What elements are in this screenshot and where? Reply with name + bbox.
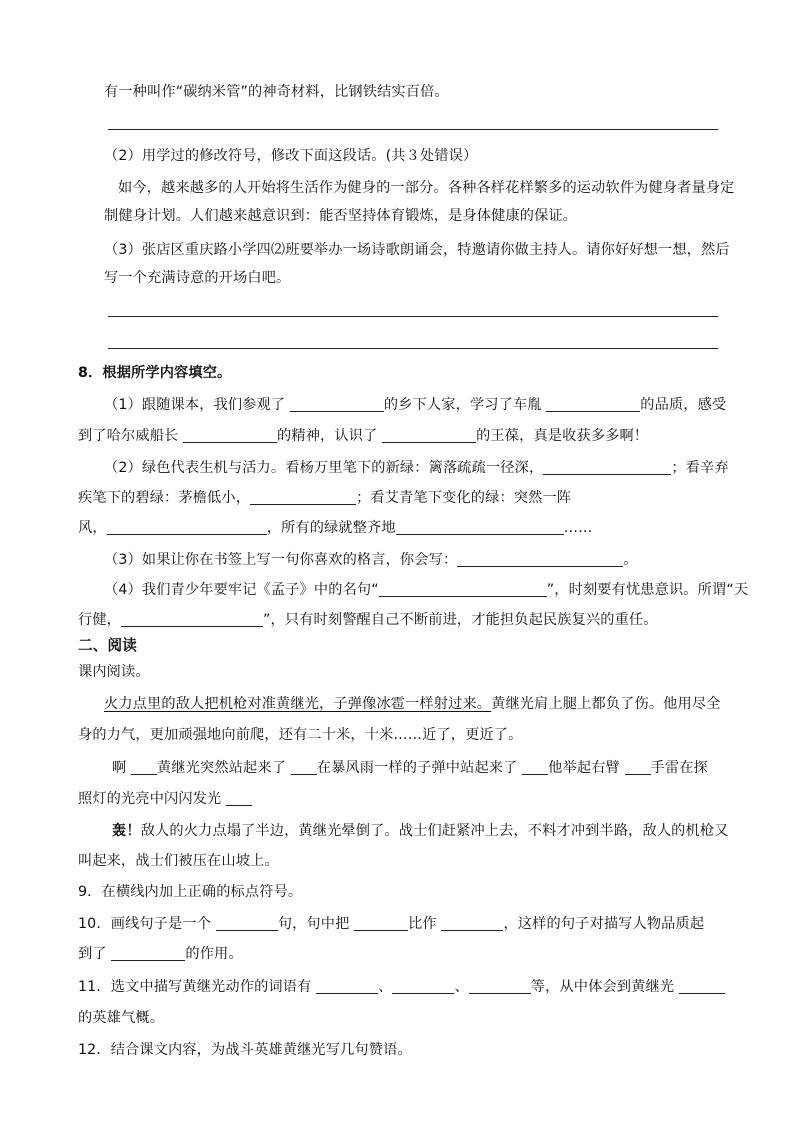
answer-line[interactable] (108, 316, 718, 317)
text: 、 (454, 979, 469, 995)
question-11-line-1 (78, 977, 725, 997)
punct-blank[interactable] (625, 759, 651, 775)
text: 轰！ (112, 823, 141, 839)
fill-blank[interactable] (121, 611, 263, 627)
text: 。 (623, 552, 638, 568)
text: 敌人的火力点塌了半边，黄继光晕倒了。战士们赶紧冲上去，不料才冲到半路，敌人的机枪又 (140, 823, 729, 839)
text: 比作 (408, 916, 437, 932)
text: ，所有的绿就整齐地 (266, 520, 396, 536)
q7-sub3-line-2: 写一个充满诗意的开场白吧。 (104, 270, 291, 286)
question-10-line-1 (78, 914, 704, 934)
reading-p2-line-1 (112, 758, 708, 778)
question-11-line-2: 的英雄气概。 (78, 1010, 165, 1026)
punct-blank[interactable] (522, 759, 548, 775)
fill-blank[interactable] (469, 978, 531, 994)
text: 句，句中把 (277, 916, 350, 932)
text: 等，从中体会到黄继光 (530, 979, 675, 995)
text: 到了哈尔威船长 (78, 428, 179, 444)
fill-blank[interactable] (111, 945, 185, 961)
text: （1）跟随课本，我们参观了 (104, 397, 286, 413)
q8-s4-line-1 (104, 580, 748, 600)
text: 到了 (78, 946, 107, 962)
reading-subtitle: 课内阅读。 (78, 664, 150, 680)
q7-passage-line-2: 制健身计划。人们越来越意识到：能否坚持体育锻炼，是身体健康的保证。 (104, 208, 578, 224)
text: ；看辛弃 (671, 460, 729, 476)
q8-s1-line-2 (78, 426, 648, 446)
text: 的王葆，真是收获多多啊！ (476, 428, 649, 444)
q7-passage-line-1: 如今，越来越多的人开始将生活作为健身的一部分。各种各样花样繁多的运动软件为健身者量身定 (118, 180, 735, 196)
text: 在暴风雨一样的子弹中站起来了 (316, 760, 518, 776)
text: 10．画线句子是一个 (78, 916, 212, 932)
reading-p3-line-2: 叫起来，战士们被压在山坡上。 (78, 853, 279, 869)
question-9: 9．在横线内加上正确的标点符号。 (78, 884, 303, 900)
q8-s2-line-2 (78, 488, 571, 508)
fill-blank[interactable] (183, 427, 277, 443)
text: ”，只有时刻警醒自己不断前进，才能担负起民族复兴的重任。 (263, 612, 658, 628)
answer-line[interactable] (108, 348, 718, 349)
fill-blank[interactable] (679, 978, 725, 994)
text: 的乡下人家，学习了车胤 (383, 397, 542, 413)
question-12: 12．结合课文内容，为战斗英雄黄继光写几句赞语。 (78, 1042, 412, 1058)
text: 手雷在探 (650, 760, 708, 776)
fill-blank[interactable] (441, 915, 503, 931)
text: 的作用。 (185, 946, 243, 962)
fill-blank[interactable] (382, 427, 476, 443)
text: （2）绿色代表生机与活力。看杨万里笔下的新绿：篱落疏疏一径深， (104, 460, 544, 476)
fill-blank[interactable] (457, 551, 623, 567)
section-title-reading: 二、阅读 (78, 637, 137, 654)
fill-blank[interactable] (316, 978, 378, 994)
reading-p2-line-2 (78, 789, 252, 809)
fill-blank[interactable] (379, 581, 547, 597)
text: 的精神，认识了 (277, 428, 378, 444)
text: 啊 (112, 760, 127, 776)
text: 、 (378, 979, 393, 995)
q7-sub3-line-1: （3）张店区重庆路小学四⑵班要举办一场诗歌朗诵会，特邀请你做主持人。请你好好想一想，然后 (104, 242, 730, 258)
text: 黄继光突然站起来了 (157, 760, 287, 776)
q8-s2-line-1 (104, 458, 729, 478)
fill-blank[interactable] (107, 519, 267, 535)
reading-p3-line-1 (112, 821, 729, 841)
q8-s3 (104, 550, 638, 570)
fill-blank[interactable] (354, 915, 408, 931)
punct-blank[interactable] (291, 759, 317, 775)
text: （4）我们青少年要牢记《孟子》中的名句“ (104, 582, 379, 598)
text: ，这样的句子对描写人物品质起 (503, 916, 705, 932)
q8-title: 8．根据所学内容填空。 (78, 365, 232, 381)
q8-s4-line-2 (78, 610, 658, 630)
text: 风， (78, 520, 107, 536)
q8-s2-line-3 (78, 518, 592, 538)
underlined-sentence: 火力点里的敌人把机枪对准黄继光，子弹像冰雹一样射过来。 (104, 696, 492, 712)
text: （3）如果让你在书签上写一句你喜欢的格言，你会写： (104, 552, 458, 568)
q7-sub2: （2）用学过的修改符号，修改下面这段话。(共３处错误） (104, 148, 478, 164)
text: 疾笔下的碧绿：茅檐低小， (78, 490, 251, 506)
text: 行健， (78, 612, 122, 628)
text: ”，时刻要有忧患意识。所谓“天 (546, 582, 749, 598)
punct-blank[interactable] (131, 759, 157, 775)
fill-blank[interactable] (392, 978, 454, 994)
reading-p1-line-2: 身的力气，更加顽强地向前爬，还有二十米，十米……近了，更近了。 (78, 727, 523, 743)
q7-sentence: 有一种叫作“碳纳米管”的神奇材料，比钢铁结实百倍。 (104, 84, 449, 100)
fill-blank[interactable] (396, 519, 564, 535)
fill-blank[interactable] (543, 459, 671, 475)
reading-p1-line-1 (104, 694, 721, 714)
text: 他举起右臂 (548, 760, 620, 776)
text: 黄继光肩上腿上都负了伤。他用尽全 (491, 696, 721, 712)
text: …… (563, 520, 593, 536)
fill-blank[interactable] (290, 396, 384, 412)
punct-blank[interactable] (226, 790, 252, 806)
text: 照灯的光亮中闪闪发光 (78, 791, 222, 807)
q8-s1-line-1 (104, 395, 726, 415)
answer-line[interactable] (108, 129, 718, 130)
text: 的品质，感受 (640, 397, 727, 413)
question-10-line-2 (78, 944, 243, 964)
text: ；看艾青笔下变化的绿：突然一阵 (356, 490, 572, 506)
fill-blank[interactable] (546, 396, 640, 412)
text: 11．选文中描写黄继光动作的词语有 (78, 979, 312, 995)
fill-blank[interactable] (216, 915, 278, 931)
fill-blank[interactable] (250, 489, 356, 505)
